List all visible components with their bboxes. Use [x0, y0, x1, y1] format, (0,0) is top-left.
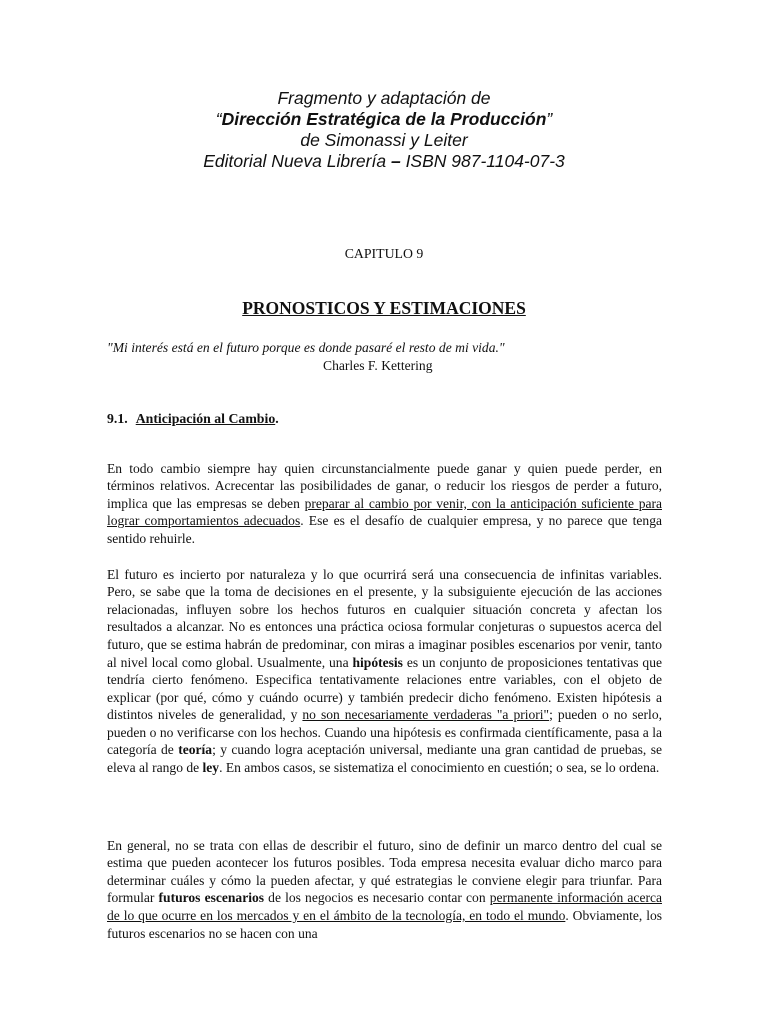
- section-number: 9.1.: [107, 411, 128, 426]
- header-publisher-line: [0, 151, 768, 172]
- p2-text-a: El futuro es incierto por naturaleza y lo que ocurrirá será una consecuencia de infinitas variables. Pero, se sabe que la toma de decisiones en el presente, y la subsiguiente ejecución de las acciones relacionadas, influyen sobre los hechos futuros en cualquier situación concreta y afectan los resultados a alcanzar. No es entonces una práctica ociosa formular conjeturas o supuestos acerca del futuro, que se estima habrán de predominar, con miras a imaginar posibles escenarios por venir, tanto al nivel local como global. Usualmente, una: [107, 566, 662, 670]
- dash: –: [386, 151, 406, 171]
- p2-text-e: . En ambos casos, se sistematiza el conocimiento en cuestión; o sea, se lo ordena.: [219, 760, 660, 776]
- publisher: Editorial Nueva Librería: [203, 151, 387, 171]
- p2-text-b: es un conjunto de proposiciones tentativas que tendría cierto fenómeno. Especifica tentativamente relaciones entre variables, con el objeto de explicar (por qué, cómo y cuándo ocurre) y también predecir dicho fenómeno. Existen hipótesis a distintos niveles de generalidad, y: [107, 654, 662, 723]
- header-book-line: [0, 109, 768, 130]
- book-title: Dirección Estratégica de la Producción: [221, 109, 547, 129]
- close-quote: ”: [546, 109, 553, 129]
- p3-underlined: permanente información acerca de lo que ocurre en los mercados y en el ámbito de la tecnología, en todo el mundo: [107, 890, 662, 923]
- p1-text-a: En todo cambio siempre hay quien circunstancialmente puede ganar y quien puede perder, en términos relativos. Acrecentar las posibilidades de ganar, o reducir los riesgos de perder a futuro, implica que las empresas se deben: [107, 460, 662, 511]
- header-line-1: Fragmento y adaptación de: [277, 88, 491, 108]
- epigraph-author: Charles F. Kettering: [323, 358, 433, 373]
- p2-underlined: no son necesariamente verdaderas "a priori": [302, 707, 550, 723]
- p1-underlined: preparar al cambio por venir, con la anticipación suficiente para lograr comportamientos adecuados: [107, 495, 662, 529]
- p3-text-a: En general, no se trata con ellas de describir el futuro, sino de definir un marco dentro del cual se estima que pueden acontecer los futuros posibles. Toda empresa necesita evaluar dicho marco para determinar cuáles y cómo la pueden afectar, y qué estrategias le conviene elegir para triunfar. Para formular: [107, 837, 662, 906]
- open-quote: “: [215, 109, 222, 129]
- chapter-title: PRONOSTICOS Y ESTIMACIONES: [242, 298, 526, 318]
- p2-bold-ley: ley: [202, 760, 220, 776]
- isbn: ISBN 987-1104-07-3: [405, 151, 565, 171]
- section-heading: [107, 411, 279, 427]
- p2-text-c: ; pueden o no serlo, pueden o no verificarse con los hechos. Cuando una hipótesis es confirmada científicamente, pasa a la categoría de: [107, 707, 662, 758]
- paragraph-1: [107, 460, 662, 548]
- p2-bold-teoria: teoría: [178, 742, 213, 758]
- p3-text-c: . Obviamente, los futuros escenarios no se hacen con una: [107, 907, 663, 941]
- chapter-label: CAPITULO 9: [344, 246, 424, 261]
- p3-bold-futuros-escenarios: futuros escenarios: [158, 890, 265, 906]
- p2-text-d: ; y cuando logra aceptación universal, mediante una gran cantidad de pruebas, se eleva al rango de: [107, 742, 662, 776]
- section-period: .: [275, 411, 279, 426]
- epigraph-text: "Mi interés está en el futuro porque es donde pasaré el resto de mi vida.": [107, 340, 505, 355]
- epigraph: [107, 339, 667, 375]
- p2-bold-hipotesis: hipótesis: [352, 654, 403, 670]
- paragraph-2: [107, 566, 662, 777]
- section-title: Anticipación al Cambio: [135, 411, 276, 426]
- source-header: [0, 88, 768, 172]
- paragraph-3: [107, 837, 662, 943]
- p1-text-b: . Ese es el desafío de cualquier empresa, y no parece que tenga sentido rehuirle.: [107, 513, 662, 546]
- header-authors: de Simonassi y Leiter: [300, 130, 468, 150]
- p3-text-b: de los negocios es necesario contar con: [264, 890, 490, 906]
